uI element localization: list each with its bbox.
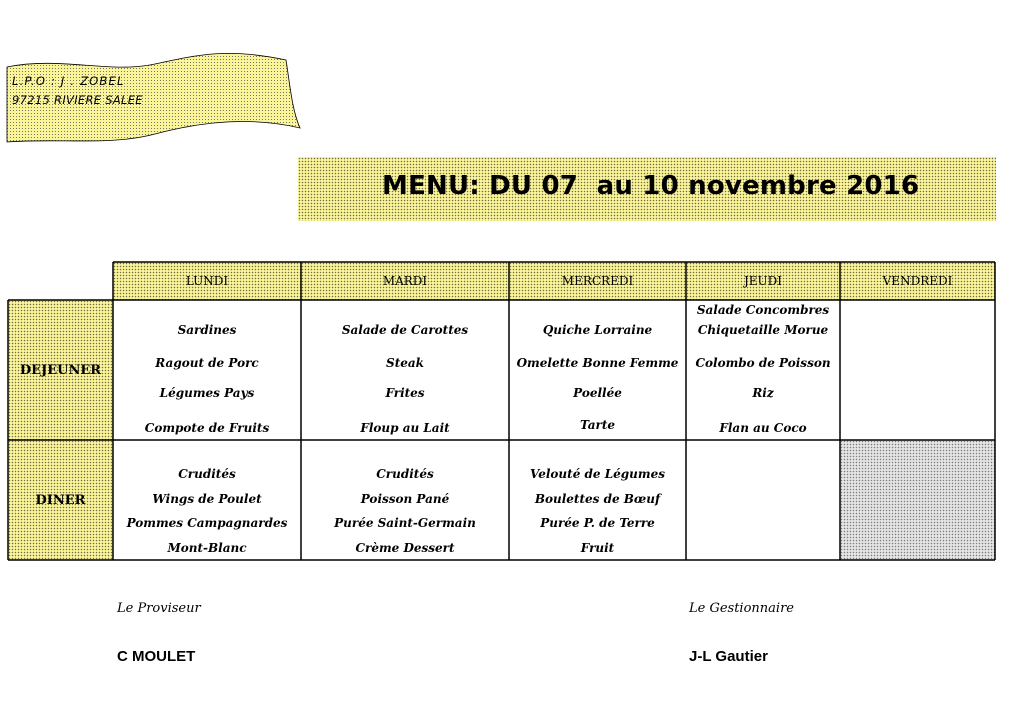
menu-item: Crudités <box>376 467 434 481</box>
day-header-lundi: LUNDI <box>113 262 301 300</box>
menu-item: Riz <box>752 386 774 400</box>
menu-item: Poisson Pané <box>360 492 450 506</box>
menu-item: Purée P. de Terre <box>540 516 655 530</box>
menu-item: Fruit <box>580 541 615 555</box>
menu-item: Flan au Coco <box>719 421 807 435</box>
menu-item: Crudités <box>178 467 236 481</box>
day-header-jeudi: JEUDI <box>686 262 840 300</box>
menu-item: Pommes Campagnardes <box>126 516 288 530</box>
menu-item: Floup au Lait <box>360 421 450 435</box>
menu-item: Colombo de Poisson <box>695 356 831 370</box>
menu-item: Poellée <box>573 386 622 400</box>
menu-item: Frites <box>385 386 425 400</box>
day-header-mardi: MARDI <box>301 262 509 300</box>
school-name: L.P.O : J . ZOBEL <box>12 74 125 88</box>
menu-item: Légumes Pays <box>159 386 255 400</box>
row-label-text: DINER <box>35 492 86 508</box>
menu-item: Boulettes de Bœuf <box>534 492 661 506</box>
menu-item: Ragout de Porc <box>155 356 259 370</box>
menu-item: Tarte <box>579 418 616 432</box>
row-label-text: DEJEUNER <box>19 362 102 378</box>
menu-item: Crème Dessert <box>355 541 455 555</box>
page-title: MENU: DU 07 au 10 novembre 2016 <box>382 171 920 201</box>
menu-item: Quiche Lorraine <box>542 323 653 337</box>
day-header-vendredi: VENDREDI <box>840 262 995 300</box>
menu-item: Purée Saint-Germain <box>334 516 476 530</box>
menu-item: Chiquetaille Morue <box>697 323 829 337</box>
menu-item: Wings de Poulet <box>152 492 262 506</box>
menu-item: Steak <box>386 356 424 370</box>
signature-name-gestionnaire: J-L Gautier <box>689 648 768 665</box>
menu-item: Mont-Blanc <box>167 541 247 555</box>
day-header-mercredi: MERCREDI <box>509 262 686 300</box>
menu-item: Salade de Carottes <box>341 323 469 337</box>
menu-item: Velouté de Légumes <box>530 467 665 481</box>
menu-item: Compote de Fruits <box>144 421 270 435</box>
signature-role-gestionnaire: Le Gestionnaire <box>689 601 794 616</box>
menu-item: Sardines <box>177 323 237 337</box>
menu-item: Omelette Bonne Femme <box>516 356 679 370</box>
school-address: 97215 RIVIERE SALEE <box>12 93 143 107</box>
menu-item: Salade Concombres <box>696 303 830 317</box>
signature-name-proviseur: C MOULET <box>117 648 196 665</box>
signature-role-proviseur: Le Proviseur <box>117 601 201 616</box>
